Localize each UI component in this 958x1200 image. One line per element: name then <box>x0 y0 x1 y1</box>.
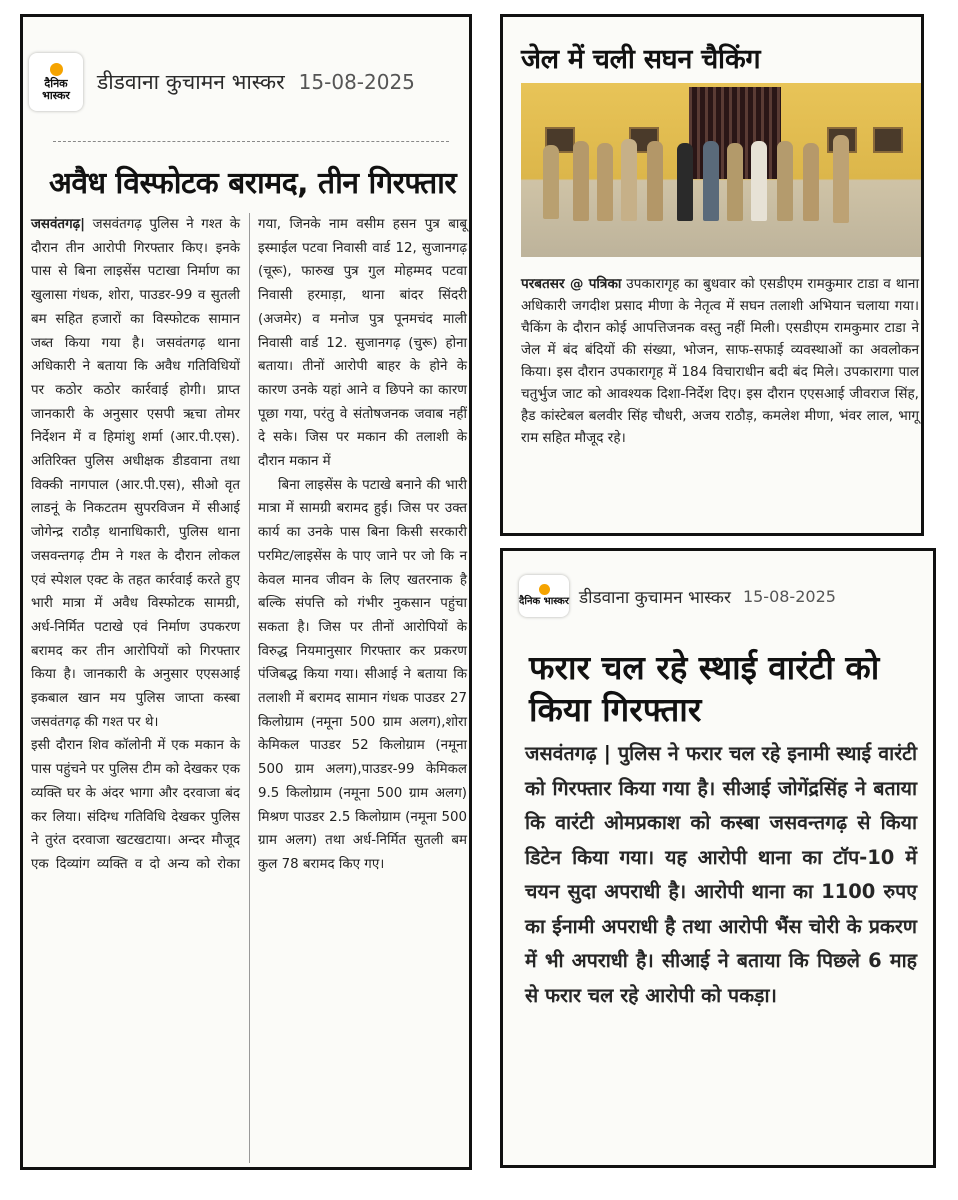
person <box>803 143 819 221</box>
divider <box>53 141 449 142</box>
paragraph: इसी दौरान शिव कॉलोनी में एक मकान के पास पहुंचने पर पुलिस टीम को देखकर एक व्यक्ति घर के अंदर भागा और दरवाजा बंद कर लिया। संदिग्ध गतिविधि देखकर पुलिस ने तुरंत दरवाजा खटखटाया। अन्दर मौजूद एक दिव्यांग व्यक्ति व दो अन्य को रोका गया, जिनके नाम वसीम हसन पुत्र बाबू इस्माईल पटवा निवासी वार्ड 12, सुजानगढ़ (चूरू), फारुख पुत्र गुल मोहम्मद पटवा निवासी हरमाड़ा, थाना बांदर सिंदरी (अजमेर) व मनोज पुत्र पूनमचंद माली निवासी वार्ड 12. सुजानगढ़ (चुरू) होना बताया। तीनों आरोपी बाहर के होने के कारण उनके यहां आने व छिपने का कारण पूछा गया, परंतु वे संतोषजनक जवाब नहीं दे सके। जिस पर मकान की तलाशी के दौरान मकान में <box>31 217 467 872</box>
person <box>727 143 743 221</box>
logo-text: दैनिक भास्कर <box>519 596 569 608</box>
masthead <box>519 575 836 617</box>
headline: जेल में चली सघन चैकिंग <box>521 44 761 75</box>
dateline-separator: | <box>603 742 611 765</box>
article-body: परबतसर @ पत्रिका उपकारागृह का बुधवार को एसडीएम रामकुमार टाडा व थाना अधिकारी जगदीश प्रसाद मीणा के नेतृत्व में सघन तलाशी अभियान चलाया गया। चैकिंग के दौरान कोई आपत्तिजनक वस्तु नहीं मिली। एसडीएम रामकुमार टाडा ने जेल में बंद बंदियों की संख्या, भोजन, साफ-सफाई व्यवस्थाओं का अवलोकन किया। इस दौरान उपकारागृह में 184 विचाराधीन बदी बंद मिले। उपकारागा पाल चतुर्भुज जाट को आवश्यक दिशा-निर्देश दिए। इस दौरान एएसआई जीवराज सिंह, हैड कांस्टेबल बलवीर सिंह चौधरी, अजय राठौड़, कमलेश मीणा, भंवर लाल, भागू राम सहित मौजूद रहे। <box>521 276 919 446</box>
news-clipping-explosives <box>20 14 472 1170</box>
person <box>703 141 719 221</box>
person <box>647 141 663 221</box>
group-photo <box>521 83 921 257</box>
sun-icon <box>539 584 550 595</box>
person <box>621 139 637 221</box>
dainik-bhaskar-logo <box>519 575 569 617</box>
sun-icon <box>50 63 63 76</box>
dateline: परबतसर @ पत्रिका <box>521 276 622 292</box>
person <box>833 135 849 223</box>
headline: फरार चल रहे स्थाई वारंटी को किया गिरफ्तार <box>529 648 880 729</box>
person <box>597 143 613 221</box>
news-clipping-warrantee-arrest <box>500 548 936 1168</box>
dateline: जसवंतगढ़ <box>525 742 597 765</box>
person <box>777 141 793 221</box>
publish-date: 15-08-2025 <box>298 70 415 94</box>
paper-name: डीडवाना कुचामन भास्कर <box>579 587 731 608</box>
window <box>873 127 903 153</box>
news-clipping-jail-check <box>500 14 924 536</box>
person <box>543 145 559 219</box>
paragraph: बिना लाइसेंस के पटाखे बनाने की भारी मात्रा में सामग्री बरामद हुई। जिस पर उक्त कार्य का उनके पास बिना किसी सरकारी परमिट/लाइसेंस के पाए जाने पर जो कि न केवल मानव जीवन के लिए खतरनाक है बल्कि संपत्ति को गंभीर नुकसान पहुंचा सकता है। जिस पर तीनों आरोपियों के विरुद्ध नियमानुसार गिरफ्तार कर प्रकरण पंजिबद्ध किया गया। सीआई ने बताया कि तलाशी में बरामद सामान गंधक पाउडर 27 किलोग्राम (नमूना 500 ग्राम अलग),शोरा केमिकल पाउडर 52 किलोग्राम (नमूना 500 ग्राम अलग),पाउडर-99 केमिकल 9.5 किलोग्राम (नमूना 500 ग्राम अलग) मिश्रण पाउडर 2.5 किलोग्राम (नमूना 500 ग्राम अलग) तथा अर्ध-निर्मित सुतली बम कुल 78 बरामद किए गए। <box>258 477 467 872</box>
person <box>751 141 767 221</box>
publish-date: 15-08-2025 <box>742 586 836 606</box>
dainik-bhaskar-logo <box>29 53 83 111</box>
logo-text: दैनिक भास्कर <box>42 76 70 102</box>
masthead <box>29 53 415 111</box>
paragraph: जसवंतगढ़| जसवंतगढ़ पुलिस ने गश्त के दौरान तीन आरोपी गिरफ्तार किए। इनके पास से बिना लाइसेंस पटाखा निर्माण का खुलासा गंधक, शोरा, पाउडर-99 व सुतली बम सहित हजारों का विस्फोटक सामान जब्त किया गया है। जसवंतगढ़ थाना अधिकारी ने बताया कि अवैध गतिविधियों पर कठोर कठोर कार्रवाई होगी। प्राप्त जानकारी के अनुसार एसपी ऋचा तोमर निर्देशन में व हिमांशु शर्मा (आर.पी.एस). अतिरिक्त पुलिस अधीक्षक डीडवाना तथा विक्की नागपाल (आर.पी.एस), सीओ वृत लाडनूं के निकटतम सुपरविजन में सीआई जोगेन्द्र राठौड़ थानाधिकारी, पुलिस थाना जसवन्तगढ़ टीम ने गश्त के दौरान लोकल एवं स्पेशल एक्ट के तहत कार्रवाई करते हुए भारी मात्रा में अवैध विस्फोटक सामग्री, अर्ध-निर्मित पटाखे एवं निर्माण उपकरण बरामद कर तीन आरोपियों को गिरफ्तार किया है। जानकारी के अनुसार एएसआई इकबाल खान मय पुलिस जाप्ता कस्बा जसवंतगढ़ की गश्त पर थे। <box>31 217 240 730</box>
paper-name: डीडवाना कुचामन भास्कर <box>97 70 285 94</box>
person <box>573 141 589 221</box>
person <box>677 143 693 221</box>
article-body <box>31 213 467 1163</box>
article-body: जसवंतगढ़ | पुलिस ने फरार चल रहे इनामी स्थाई वारंटी को गिरफ्तार किया गया है। सीआई जोगेंद्रसिंह ने बताया कि वारंटी ओमप्रकाश को कस्बा जसवन्तगढ़ से किया डिटेन किया गया। यह आरोपी थाना का टॉप-10 में चयन सुदा अपराधी है। आरोपी थाना का 1100 रुपए का ईनामी अपराधी है तथा आरोपी भैंस चोरी के प्रकरण में भी अपराधी है। सीआई ने बताया कि पिछले 6 माह से फरार चल रहे आरोपी को पकड़ा। <box>525 742 917 1007</box>
dateline: जसवंतगढ़| <box>31 217 86 232</box>
headline: अवैध विस्फोटक बरामद, तीन गिरफ्तार <box>49 166 457 201</box>
